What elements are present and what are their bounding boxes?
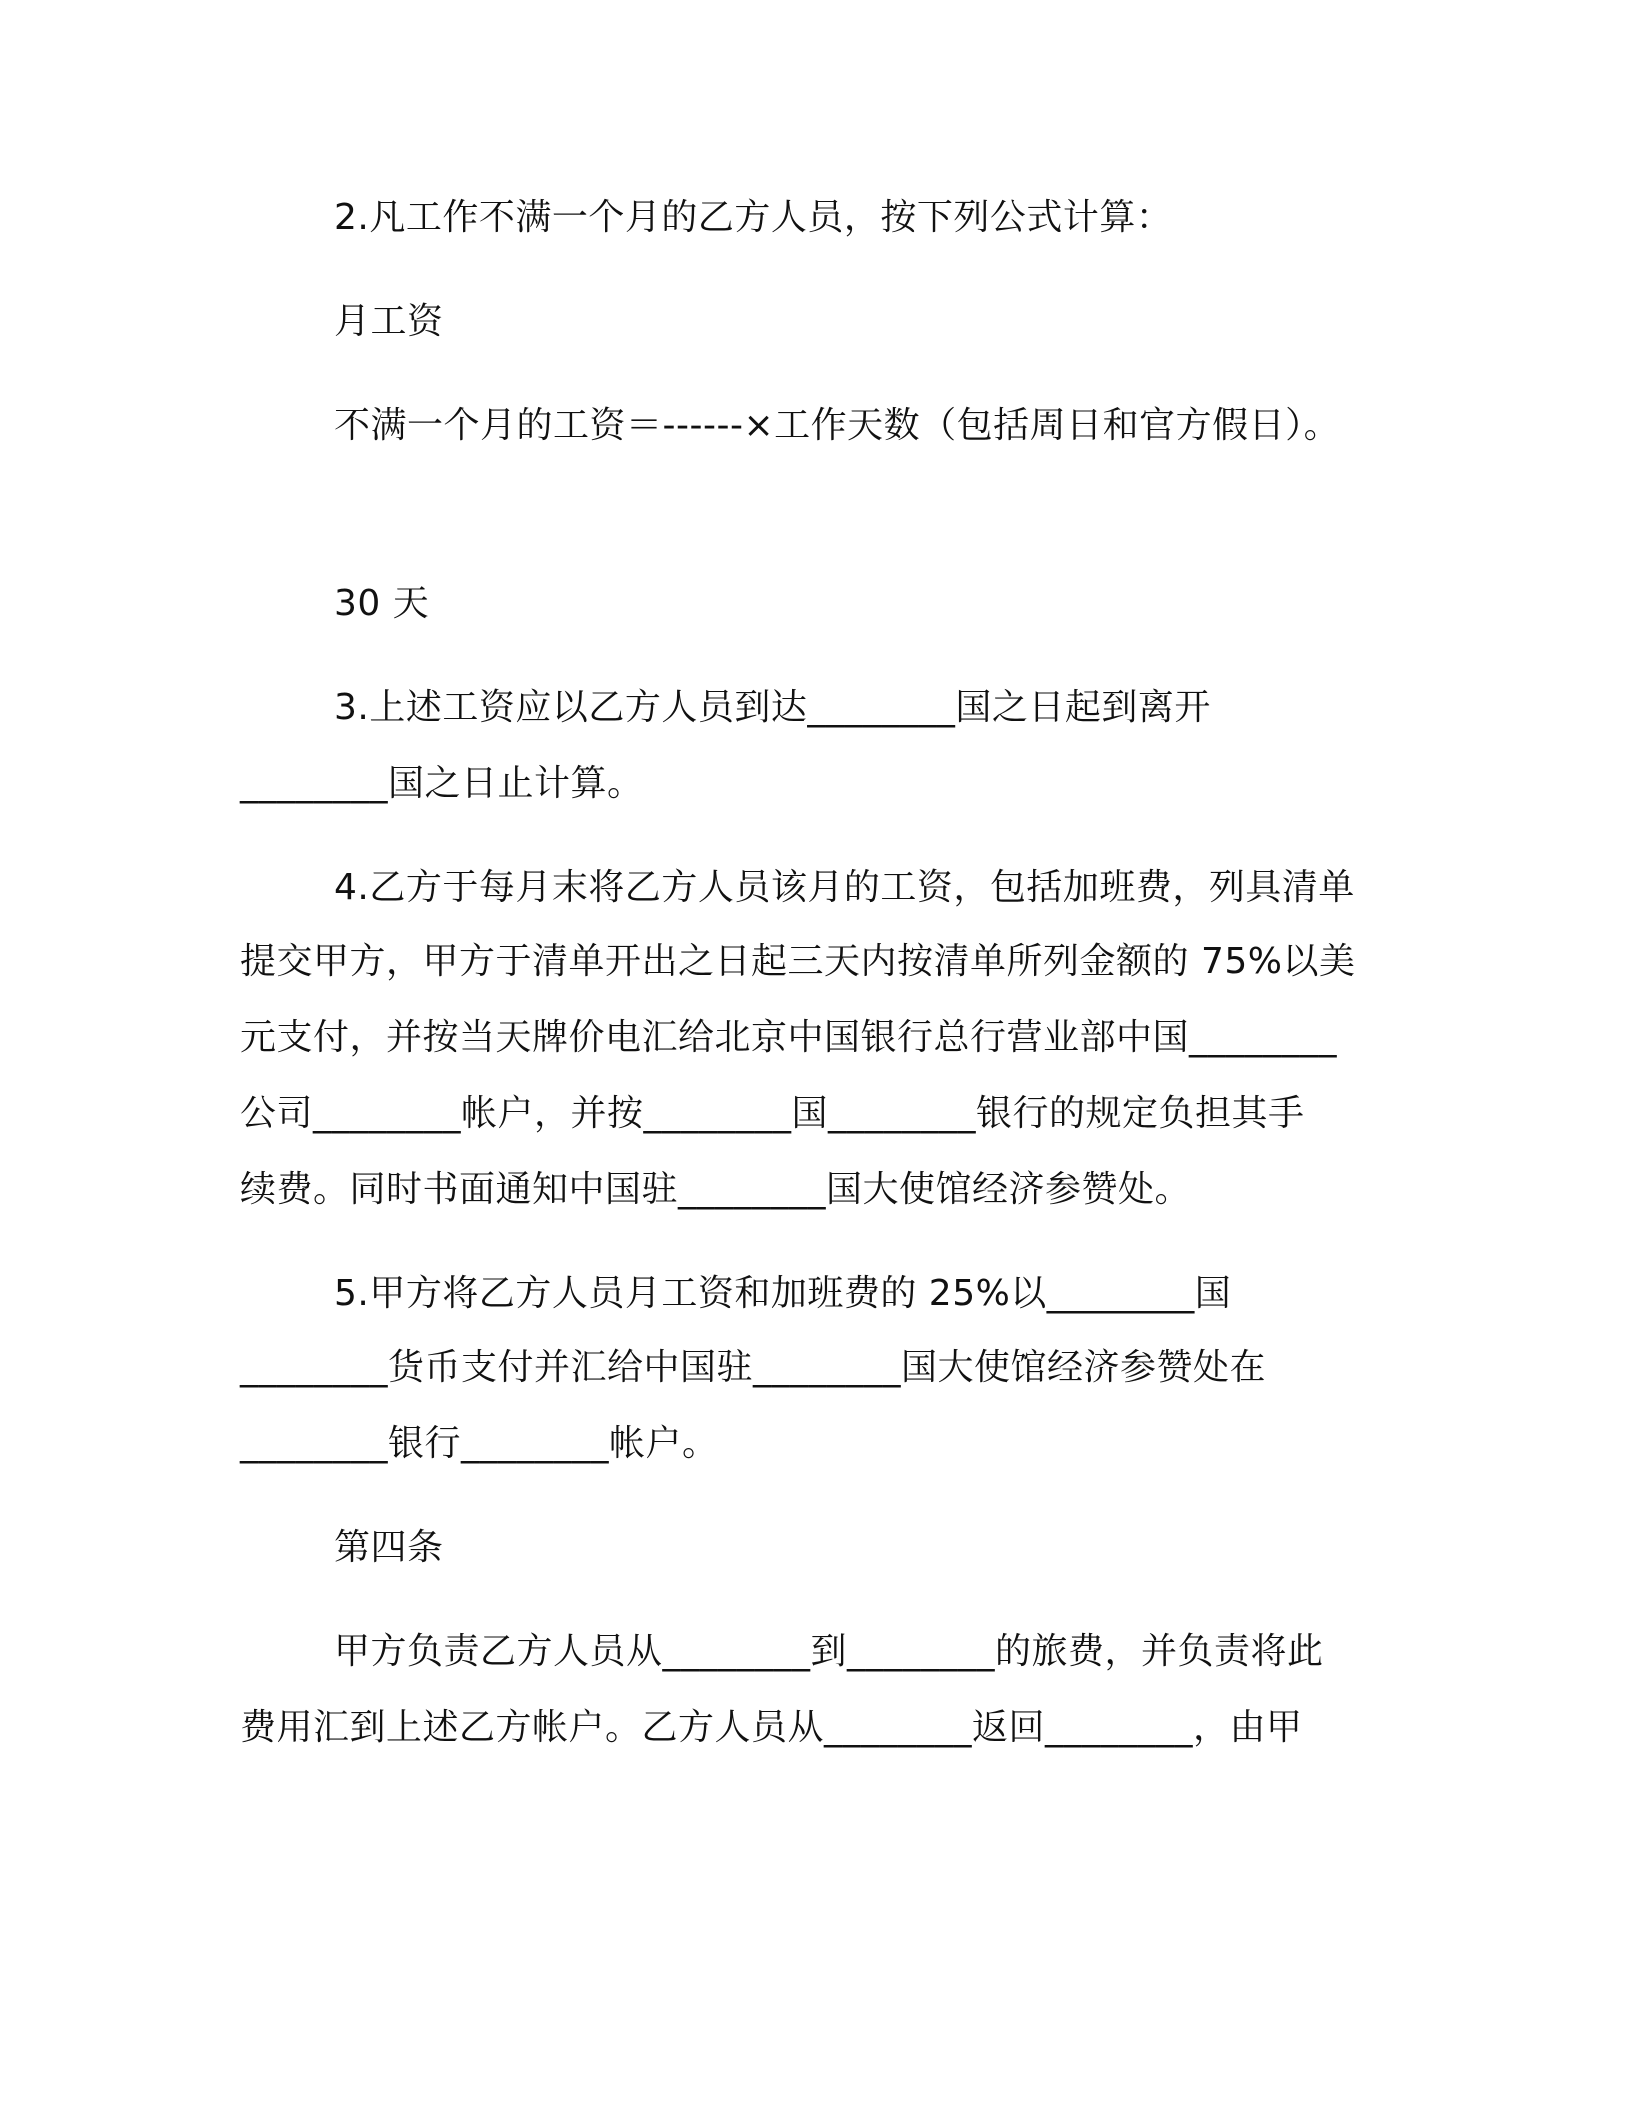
article-4-heading: 第四条 [334,1527,444,1568]
formula-text: 不满一个月的工资＝------×工作天数（包括周日和官方假日）。 [334,405,1341,446]
clause-3-line-2: ________国之日止计算。 [240,763,644,804]
clause-4-line-2: 提交甲方，甲方于清单开出之日起三天内按清单所列金额的 75%以美 [240,941,1356,982]
article-4-line-2: 费用汇到上述乙方帐户。乙方人员从________返回________，由甲 [240,1707,1303,1748]
formula-denominator-text: 30 天 [334,583,430,624]
clause-5-line-1: 5.甲方将乙方人员月工资和加班费的 25%以________国 [334,1273,1232,1314]
clause-2-text: 2.凡工作不满一个月的乙方人员，按下列公式计算： [334,197,1173,238]
article-4-line-1: 甲方负责乙方人员从________到________的旅费，并负责将此 [334,1631,1324,1672]
clause-5-line-3: ________银行________帐户。 [240,1423,719,1464]
clause-3-line-1: 3.上述工资应以乙方人员到达________国之日起到离开 [334,687,1211,728]
clause-4-line-5: 续费。同时书面通知中国驻________国大使馆经济参赞处。 [240,1169,1192,1210]
formula-numerator-text: 月工资 [334,301,444,342]
clause-5-line-2: ________货币支付并汇给中国驻________国大使馆经济参赞处在 [240,1347,1267,1388]
clause-4-line-3: 元支付，并按当天牌价电汇给北京中国银行总行营业部中国________ [240,1017,1338,1058]
clause-4-line-1: 4.乙方于每月末将乙方人员该月的工资，包括加班费，列具清单 [334,867,1355,908]
clause-4-line-4: 公司________帐户，并按________国________银行的规定负担其手 [240,1093,1305,1134]
